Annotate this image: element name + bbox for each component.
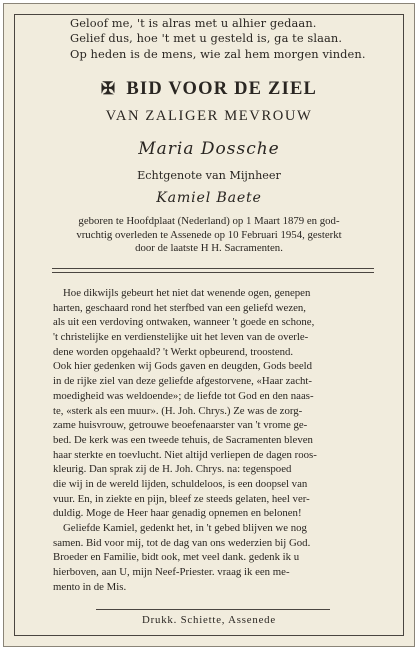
memorial-card — [3, 3, 415, 647]
text-line: Hoe dikwijls gebeurt het niet dat wenende ogen, genepen — [63, 287, 311, 299]
text-line: te, «sterk als een muur». (H. Joh. Chrys.) Ze was de zorg- — [53, 404, 303, 417]
text-line: zame huisvrouw, getrouwe beoefenaarster van 't vrome ge- — [53, 419, 308, 432]
footer-divider — [96, 609, 330, 610]
text-line: samen. Bid voor mij, tot de dag van ons wederzien bij God. — [53, 536, 311, 549]
title-text: BID VOOR DE ZIEL — [126, 79, 318, 99]
opening-verse — [70, 16, 390, 62]
cross-icon: ✠ — [100, 79, 117, 98]
spouse-name: Kamiel Baete — [156, 190, 262, 206]
birth-death-details — [4, 215, 414, 256]
text-line: die wij in de wereld lijden, schuldeloos, is een doopsel van — [53, 477, 308, 490]
text-line: haar sterkte en toevlucht. Niet altijd verliepen de dagen roos- — [53, 448, 317, 461]
verse-line: Gelief dus, hoe 't met u gesteld is, ga te slaan. — [70, 31, 343, 46]
text-line: Broeder en Familie, bidt ook, met veel dank. gedenk ik u — [53, 551, 300, 564]
text-line: vuur. En, in ziekte en pijn, bleef ze steeds gelaten, heel ver- — [53, 492, 310, 505]
text-line: duldig. Moge de Heer haar genadig opnemen en belonen! — [53, 507, 302, 520]
detail-line: door de laatste H H. Sacramenten. — [135, 242, 283, 254]
card-subtitle: VAN ZALIGER MEVROUW — [105, 108, 313, 124]
printer-credit: Drukk. Schiette, Assenede — [142, 614, 276, 626]
memorial-text — [53, 286, 381, 594]
text-line: bed. De kerk was een tweede tehuis, de Sacramenten bleven — [53, 433, 313, 446]
card-title — [4, 79, 414, 100]
divider-top — [52, 268, 374, 269]
verse-line: Op heden is de mens, wie zal hem morgen vinden. — [70, 46, 366, 61]
text-line: moedigheid was weldoende»; de liefde tot God en den naas- — [53, 389, 314, 402]
text-line: Ook hier gedenken wij Gods gaven en deugden, Gods beeld — [53, 360, 313, 373]
divider-bottom — [52, 272, 374, 273]
text-line: mento in de Mis. — [53, 580, 127, 593]
deceased-name: Maria Dossche — [138, 139, 280, 159]
text-line: als uit een verdoving ontwaken, wanneer 't goede en schone, — [53, 316, 315, 329]
relation-text: Echtgenote van Mijnheer — [137, 169, 281, 182]
text-line: Geliefde Kamiel, gedenkt het, in 't gebed blijven we nog — [63, 522, 307, 534]
text-line: 't christelijke en verdienstelijke uit het leven van de overle- — [53, 331, 309, 344]
detail-line: geboren te Hoofdplaat (Nederland) op 1 Maart 1879 en god- — [78, 215, 340, 227]
detail-line: vruchtig overleden te Assenede op 10 Februari 1954, gesterkt — [76, 228, 342, 241]
text-line: hierboven, aan U, mijn Neef-Priester. vraag ik een me- — [53, 566, 290, 579]
text-line: kleurig. Dan sprak zij de H. Joh. Chrys. na: tegenspoed — [53, 463, 292, 476]
text-line: harten, geschaard rond het sterfbed van een geliefd wezen, — [53, 301, 307, 314]
verse-line: Geloof me, 't is alras met u alhier gedaan. — [70, 16, 317, 30]
text-line: dene worden opgehaald? 't Werkt opbeurend, troostend. — [53, 345, 294, 358]
text-line: in de rijke ziel van deze geliefde afgestorvene, «Haar zacht- — [53, 375, 312, 388]
